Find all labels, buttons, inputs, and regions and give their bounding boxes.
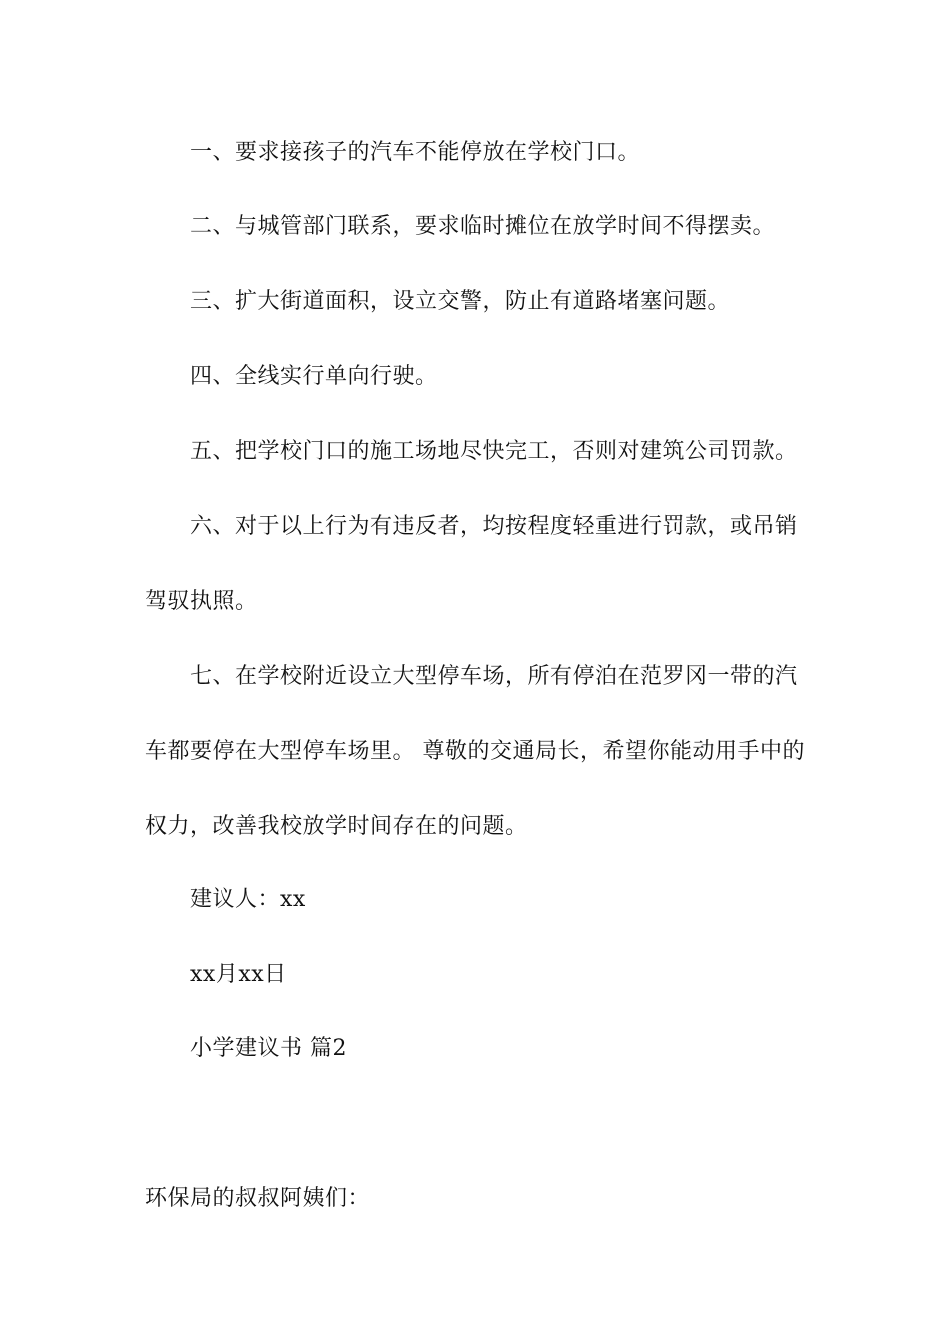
list-item: 一、要求接孩子的汽车不能停放在学校门口。: [190, 140, 641, 165]
list-item: 七、在学校附近设立大型停车场，所有停泊在范罗冈一带的汽: [190, 664, 798, 689]
salutation: 环保局的叔叔阿姨们：: [145, 1186, 371, 1211]
date-line: xx月xx日: [190, 962, 287, 987]
list-item-continuation: 权力，改善我校放学时间存在的问题。: [145, 814, 528, 839]
list-item: 三、扩大街道面积，设立交警，防止有道路堵塞问题。: [190, 289, 731, 314]
list-item-continuation: 车都要停在大型停车场里。 尊敬的交通局长，希望你能动用手中的: [145, 739, 805, 764]
list-item: 六、对于以上行为有违反者，均按程度轻重进行罚款，或吊销: [190, 514, 798, 539]
signer-line: 建议人：xx: [190, 887, 306, 912]
list-item: 五、把学校门口的施工场地尽快完工，否则对建筑公司罚款。: [190, 439, 798, 464]
list-item: 四、全线实行单向行驶。: [190, 364, 438, 389]
list-item-continuation: 驾驭执照。: [145, 589, 258, 614]
section-title: 小学建议书 篇2: [190, 1036, 347, 1061]
list-item: 二、与城管部门联系，要求临时摊位在放学时间不得摆卖。: [190, 214, 776, 239]
